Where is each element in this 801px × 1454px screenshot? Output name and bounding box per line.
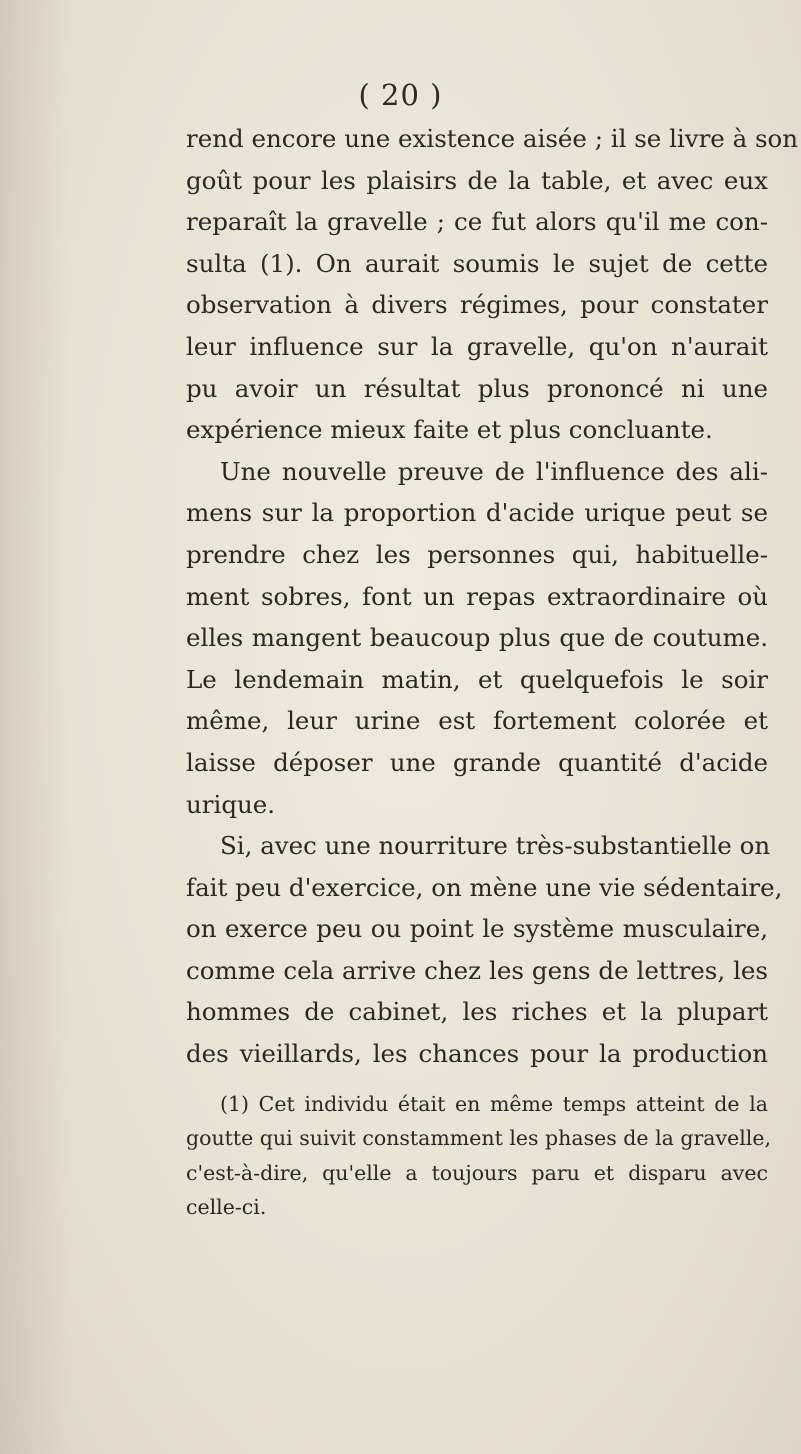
text-line: rend encore une existence aisée ; il se livre à son <box>186 124 799 153</box>
text-line: prendre chez les personnes qui, habituelle- <box>186 539 768 569</box>
text-line: pu avoir un résultat plus prononcé ni une <box>186 373 768 403</box>
text-line: sulta (1). On aurait soumis le sujet de cette <box>186 248 768 278</box>
text-line: elles mangent beaucoup plus que de coutume. <box>186 623 768 653</box>
text-line: expérience mieux faite et plus concluante. <box>186 415 713 445</box>
paragraph-3 <box>186 825 783 1075</box>
text-line: leur influence sur la gravelle, qu'on n'aurait <box>186 331 768 361</box>
footnote-line: (1) Cet individu était en même temps atteint de la <box>220 1091 768 1116</box>
text-line: mens sur la proportion d'acide urique peut se <box>186 498 768 528</box>
text-line: on exerce peu ou point le système musculaire, <box>186 914 768 944</box>
body-text <box>186 118 799 1225</box>
text-line: Le lendemain matin, et quelquefois le soir <box>186 664 768 694</box>
page-gutter-shadow <box>0 0 70 1454</box>
page-number: ( 20 ) <box>358 78 443 112</box>
paragraph-2 <box>186 451 768 825</box>
text-line: des vieillards, les chances pour la production <box>186 1039 768 1069</box>
footnote-line: goutte qui suivit constamment les phases de la gravelle, <box>186 1126 771 1151</box>
text-line: observation à divers régimes, pour constater <box>186 290 768 320</box>
text-line: laisse déposer une grande quantité d'acide <box>186 747 768 777</box>
text-line: Une nouvelle preuve de l'influence des ali- <box>220 456 768 486</box>
text-line: comme cela arrive chez les gens de lettres, les <box>186 955 768 985</box>
text-line: fait peu d'exercice, on mène une vie sédentaire, <box>186 872 783 902</box>
text-line: Si, avec une nourriture très-substantielle on <box>220 831 771 861</box>
text-line: reparaît la gravelle ; ce fut alors qu'il me con- <box>186 207 768 237</box>
text-line: hommes de cabinet, les riches et la plupart <box>186 997 768 1027</box>
footnote-line: celle-ci. <box>186 1195 267 1220</box>
paragraph-1 <box>186 118 799 451</box>
text-line: goût pour les plaisirs de la table, et avec eux <box>186 165 768 195</box>
footnote-line: c'est-à-dire, qu'elle a toujours paru et disparu avec <box>186 1160 768 1185</box>
text-line: ment sobres, font un repas extraordinaire où <box>186 581 768 611</box>
text-line: urique. <box>186 789 276 819</box>
footnote <box>186 1087 771 1225</box>
text-line: même, leur urine est fortement colorée et <box>186 706 768 736</box>
